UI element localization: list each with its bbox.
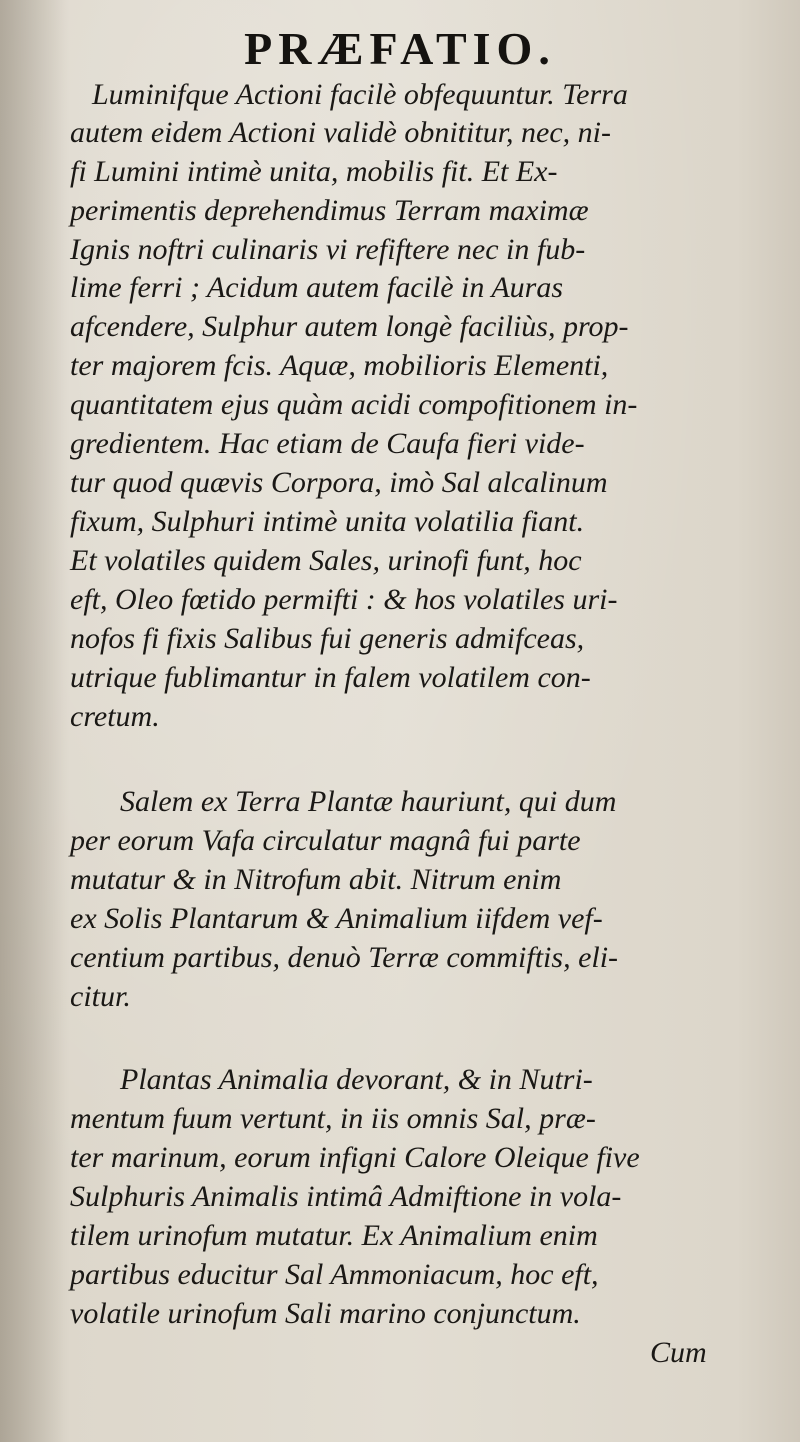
text-line: Et volatiles quidem Sales, urinofi funt, hoc <box>70 544 582 577</box>
text-line: fixum, Sulphuri intimè unita volatilia fiant. <box>70 505 585 538</box>
text-line: lime ferri ; Acidum autem facilè in Auras <box>70 271 563 304</box>
text-line: cretum. <box>70 700 160 733</box>
text-line: volatile urinofum Sali marino conjunctum. <box>70 1297 581 1330</box>
text-line: ter majorem fcis. Aquæ, mobilioris Elementi, <box>70 349 609 382</box>
text-line: Plantas Animalia devorant, & in Nutri- <box>120 1063 593 1096</box>
text-line: ter marinum, eorum infigni Calore Oleique five <box>70 1141 640 1174</box>
text-line: ex Solis Plantarum & Animalium iifdem vef- <box>70 902 603 935</box>
text-line: Ignis noftri culinaris vi refiftere nec in fub- <box>70 233 586 266</box>
text-line: afcendere, Sulphur autem longè faciliùs, prop- <box>70 310 629 343</box>
text-line: eft, Oleo fœtido permifti : & hos volatiles uri- <box>70 583 618 616</box>
text-line: mutatur & in Nitrofum abit. Nitrum enim <box>70 863 562 896</box>
text-line: citur. <box>70 980 131 1013</box>
page-header: PRÆFATIO. <box>244 23 556 74</box>
text-line: Sulphuris Animalis intimâ Admiftione in vola- <box>70 1180 622 1213</box>
text-line: gredientem. Hac etiam de Caufa fieri vide- <box>70 427 585 460</box>
text-line: perimentis deprehendimus Terram maximæ <box>70 194 589 227</box>
page-gutter-shadow <box>0 0 70 1442</box>
text-line: partibus educitur Sal Ammoniacum, hoc eft, <box>70 1258 599 1291</box>
text-line: fi Lumini intimè unita, mobilis fit. Et Ex- <box>70 155 558 188</box>
text-line: autem eidem Actioni validè obnititur, nec, ni- <box>70 116 611 149</box>
text-line: tilem urinofum mutatur. Ex Animalium enim <box>70 1219 598 1252</box>
text-line: mentum fuum vertunt, in iis omnis Sal, præ- <box>70 1102 596 1135</box>
text-line: utrique fublimantur in falem volatilem con- <box>70 661 591 694</box>
text-line: centium partibus, denuò Terræ commiftis, eli- <box>70 941 619 974</box>
text-line: Luminifque Actioni facilè obfequuntur. Terra <box>92 78 628 111</box>
text-line: nofos fi fixis Salibus fui generis admifceas, <box>70 622 585 655</box>
text-line: Salem ex Terra Plantæ hauriunt, qui dum <box>120 785 617 818</box>
catchword: Cum <box>650 1336 707 1369</box>
text-line: per eorum Vafa circulatur magnâ fui parte <box>70 824 581 857</box>
text-line: quantitatem ejus quàm acidi compofitionem in- <box>70 388 638 421</box>
text-line: tur quod quævis Corpora, imò Sal alcalinum <box>70 466 608 499</box>
